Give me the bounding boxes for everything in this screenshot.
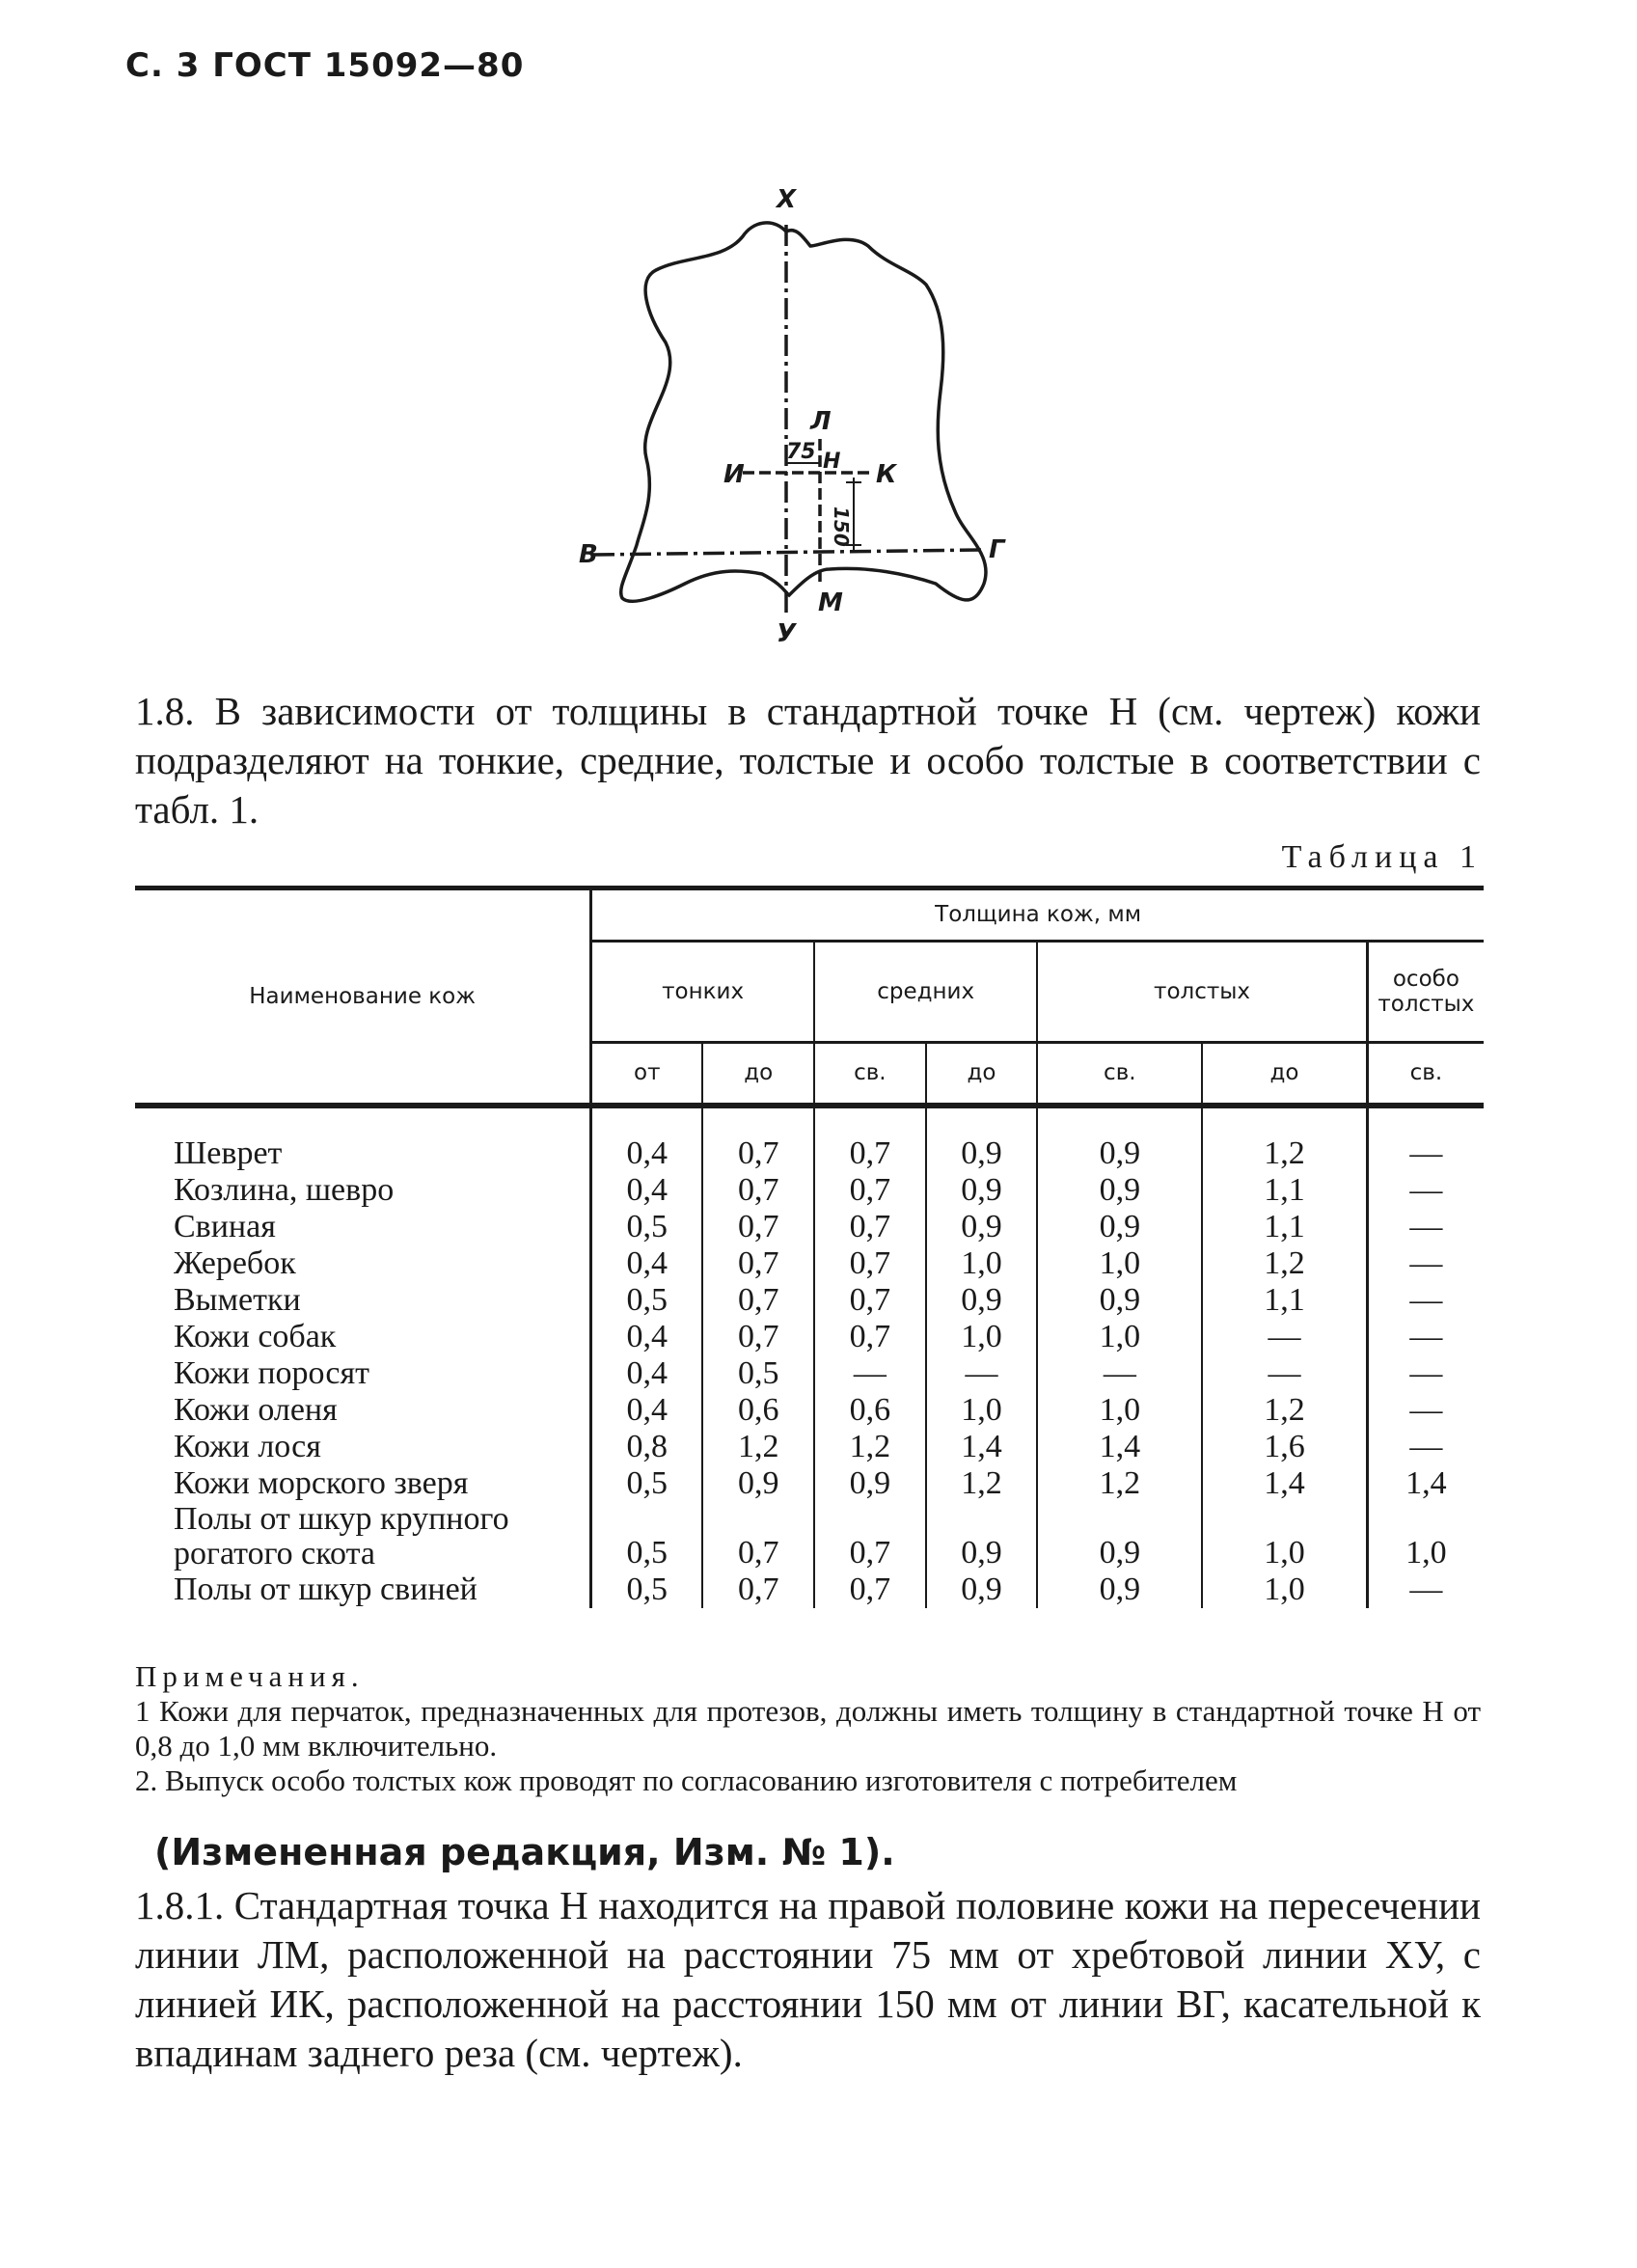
row-value: 1,1: [1202, 1209, 1367, 1245]
row-value: 1,0: [926, 1319, 1038, 1355]
sub-sv: св.: [1367, 1042, 1484, 1106]
note-1: 1 Кожи для перчаток, предназначенных для протезов, должны иметь толщину в стандартной точке Н от 0,8 до 1,0 мм включительно.: [135, 1694, 1481, 1762]
table-body: [135, 1106, 1484, 1608]
row-value: 0,4: [591, 1172, 703, 1209]
row-name: Кожи морского зверя: [135, 1465, 591, 1502]
label-75: 75: [786, 440, 816, 464]
label-150: 150: [830, 506, 853, 547]
row-value: 1,4: [926, 1429, 1038, 1465]
row-value: 0,9: [926, 1209, 1038, 1245]
row-name: Выметки: [135, 1282, 591, 1319]
row-value: 1,1: [1202, 1172, 1367, 1209]
row-value: 0,7: [814, 1319, 926, 1355]
row-value: 1,2: [1037, 1465, 1202, 1502]
paragraph-1-8-1: 1.8.1. Стандартная точка Н находится на правой половине кожи на пересечении линии ЛМ, расположенной на расстоянии 75 мм от хребтовой линии ХУ, с линией ИК, расположенной на расстоянии 150 мм от линии ВГ, касательной к впадинам заднего реза (см. чертеж).: [135, 1883, 1481, 2075]
group-header: Толщина кож, мм: [591, 888, 1484, 942]
row-value: —: [1409, 1282, 1443, 1318]
row-value: 0,7: [814, 1245, 926, 1282]
table-row: [135, 1502, 1484, 1571]
row-value: 0,7: [702, 1319, 814, 1355]
row-value: 1,0: [1037, 1392, 1202, 1429]
row-value: 0,5: [702, 1355, 814, 1392]
table-caption: Таблица 1: [1281, 839, 1483, 875]
row-value: —: [814, 1355, 926, 1392]
row-value: 0,4: [591, 1392, 703, 1429]
sub-sv: св.: [1037, 1042, 1202, 1106]
row-value: 0,5: [591, 1571, 703, 1608]
row-value: 1,4: [1037, 1429, 1202, 1465]
row-name: Жеребок: [135, 1245, 591, 1282]
row-value: 0,7: [702, 1106, 814, 1172]
row-name: Полы от шкур свиней: [135, 1571, 591, 1608]
row-value: 0,6: [702, 1392, 814, 1429]
sub-do: до: [1202, 1042, 1367, 1106]
row-value: 0,7: [814, 1282, 926, 1319]
row-value: 1,2: [1202, 1392, 1367, 1429]
row-value: 1,0: [1037, 1245, 1202, 1282]
label-m: М: [818, 588, 843, 617]
label-v: В: [579, 540, 598, 569]
row-value: 0,9: [702, 1465, 814, 1502]
row-value: 1,2: [1202, 1245, 1367, 1282]
row-value: 0,9: [926, 1172, 1038, 1209]
row-value: 1,1: [1202, 1282, 1367, 1319]
hide-drawing: [579, 178, 1023, 661]
row-name: Полы от шкур крупного рогатого скота: [135, 1502, 591, 1571]
row-value: —: [1202, 1355, 1367, 1392]
table-row: [135, 1355, 1484, 1392]
sub-do: до: [926, 1042, 1038, 1106]
group-extra-thick: особо толстых: [1367, 941, 1484, 1042]
row-value: 0,7: [702, 1502, 814, 1571]
group-thin: тонких: [591, 941, 814, 1042]
row-value: 0,7: [702, 1571, 814, 1608]
row-value: 1,4: [1405, 1465, 1447, 1501]
label-n: Н: [823, 450, 841, 474]
label-l: Л: [810, 407, 832, 436]
row-value: 1,0: [1202, 1502, 1367, 1571]
table-row: [135, 1571, 1484, 1608]
group-medium: средних: [814, 941, 1037, 1042]
col-name-header: Наименование кож: [135, 888, 591, 1107]
row-name: Свиная: [135, 1209, 591, 1245]
row-value: —: [1409, 1429, 1443, 1464]
row-value: 0,7: [814, 1571, 926, 1608]
row-name: Кожи лося: [135, 1429, 591, 1465]
hide-outline: [621, 223, 986, 601]
sub-sv: св.: [814, 1042, 926, 1106]
row-name: Шеврет: [135, 1106, 591, 1172]
row-value: 0,5: [591, 1282, 703, 1319]
paragraph-1-8: 1.8. В зависимости от толщины в стандартной точке Н (см. чертеж) кожи подразделяют на тонкие, средние, толстые и особо толстые в соответствии с табл. 1.: [135, 689, 1481, 832]
group-thick: толстых: [1037, 941, 1367, 1042]
row-name: Козлина, шевро: [135, 1172, 591, 1209]
label-i: И: [723, 460, 745, 489]
label-g: Г: [989, 535, 1005, 564]
edition-note: (Измененная редакция, Изм. № 1).: [154, 1831, 895, 1873]
table-row: [135, 1429, 1484, 1465]
row-value: 1,2: [1202, 1106, 1367, 1172]
row-value: 0,9: [1037, 1502, 1202, 1571]
row-value: 0,9: [1037, 1571, 1202, 1608]
table-row: [135, 1282, 1484, 1319]
row-value: 1,0: [926, 1392, 1038, 1429]
sub-do: до: [702, 1042, 814, 1106]
table-row: [135, 1245, 1484, 1282]
thickness-table: [135, 886, 1484, 1608]
row-value: 0,4: [591, 1245, 703, 1282]
row-value: —: [1037, 1355, 1202, 1392]
row-value: —: [1409, 1392, 1443, 1428]
row-value: 0,7: [814, 1106, 926, 1172]
row-value: —: [1409, 1245, 1443, 1281]
row-value: —: [926, 1355, 1038, 1392]
row-value: 0,9: [926, 1502, 1038, 1571]
row-value: 0,7: [814, 1172, 926, 1209]
row-value: —: [1409, 1135, 1443, 1171]
table-row: [135, 1106, 1484, 1172]
row-value: 0,9: [926, 1282, 1038, 1319]
row-value: 0,5: [591, 1465, 703, 1502]
row-value: 0,9: [926, 1106, 1038, 1172]
row-value: 0,4: [591, 1355, 703, 1392]
row-value: 0,5: [591, 1209, 703, 1245]
row-value: 0,7: [702, 1172, 814, 1209]
row-value: 0,9: [1037, 1282, 1202, 1319]
row-value: 0,6: [814, 1392, 926, 1429]
row-value: 0,9: [926, 1571, 1038, 1608]
page-header: С. 3 ГОСТ 15092—80: [125, 46, 525, 85]
row-value: 0,5: [591, 1502, 703, 1571]
row-value: 0,9: [1037, 1106, 1202, 1172]
table-row: [135, 1319, 1484, 1355]
row-value: —: [1409, 1172, 1443, 1208]
row-value: —: [1409, 1571, 1443, 1607]
row-value: 0,7: [702, 1245, 814, 1282]
row-value: —: [1409, 1319, 1443, 1354]
row-value: 0,4: [591, 1106, 703, 1172]
row-value: 0,8: [591, 1429, 703, 1465]
table-row: [135, 1172, 1484, 1209]
label-y: У: [777, 619, 797, 648]
row-value: 0,4: [591, 1319, 703, 1355]
row-value: 1,6: [1202, 1429, 1367, 1465]
row-value: —: [1409, 1209, 1443, 1244]
row-value: 1,0: [1037, 1319, 1202, 1355]
row-value: 0,7: [702, 1209, 814, 1245]
row-value: 0,9: [1037, 1209, 1202, 1245]
row-value: 1,0: [1202, 1571, 1367, 1608]
row-value: 0,7: [814, 1502, 926, 1571]
sub-ot: от: [591, 1042, 703, 1106]
row-value: 0,9: [814, 1465, 926, 1502]
row-value: 0,7: [814, 1209, 926, 1245]
row-name: Кожи поросят: [135, 1355, 591, 1392]
row-value: 1,0: [926, 1245, 1038, 1282]
row-value: —: [1202, 1319, 1367, 1355]
note-2: 2. Выпуск особо толстых кож проводят по согласованию изготовителя с потребителем: [135, 1763, 1238, 1797]
row-value: 0,7: [702, 1282, 814, 1319]
row-value: —: [1409, 1355, 1443, 1391]
row-value: 0,9: [1037, 1172, 1202, 1209]
label-x: Х: [777, 185, 797, 214]
row-value: 1,2: [702, 1429, 814, 1465]
row-name: Кожи собак: [135, 1319, 591, 1355]
row-name: Кожи оленя: [135, 1392, 591, 1429]
table-row: [135, 1209, 1484, 1245]
table-row: [135, 1392, 1484, 1429]
label-k: К: [876, 460, 897, 489]
table-row: [135, 1465, 1484, 1502]
row-value: 1,2: [926, 1465, 1038, 1502]
row-value: 1,0: [1405, 1535, 1447, 1571]
row-value: 1,4: [1202, 1465, 1367, 1502]
row-value: 1,2: [814, 1429, 926, 1465]
notes-title: Примечания.: [135, 1659, 365, 1693]
